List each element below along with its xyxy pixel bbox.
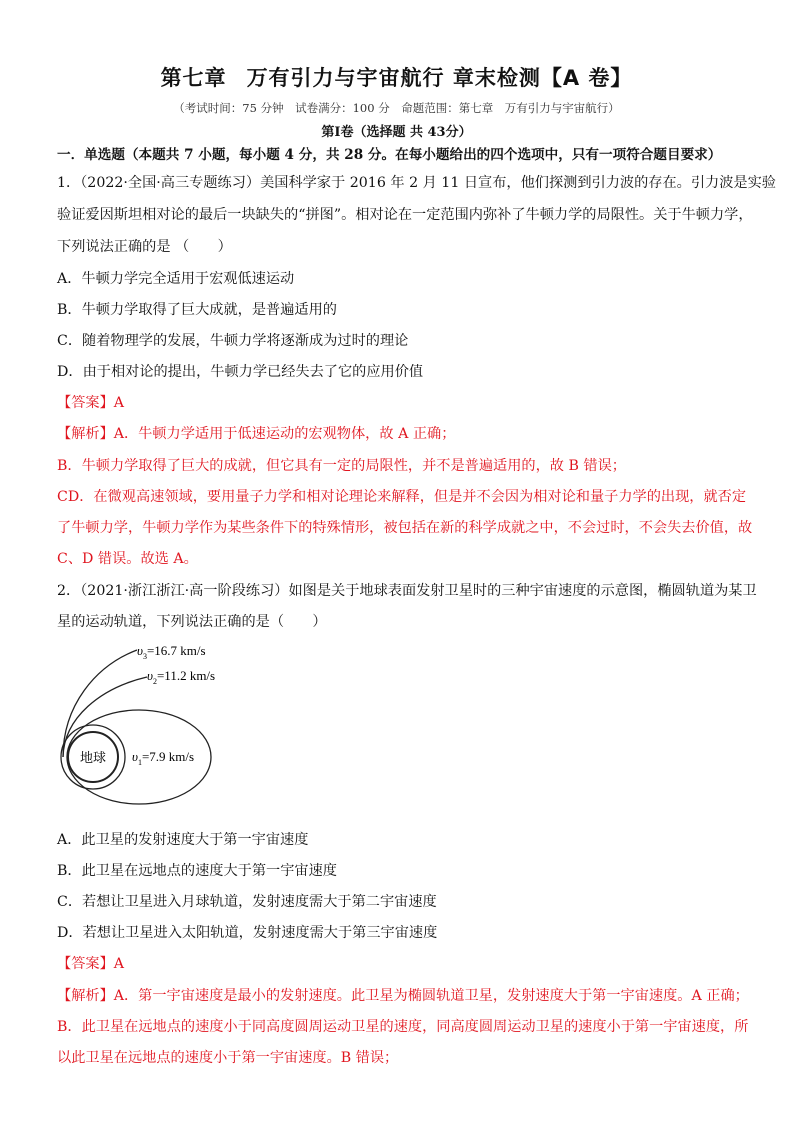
q2-option-d: D．若想让卫星进入太阳轨道，发射速度需大于第三宇宙速度: [57, 925, 438, 941]
q2-stem-line: 2．（2021·浙江浙江·高一阶段练习）如图是关于地球表面发射卫星时的三种宇宙速度的示意图，椭圆轨道为某卫: [57, 583, 757, 599]
q1-option-c: C．随着物理学的发展，牛顿力学将逐渐成为过时的理论: [57, 333, 409, 349]
q1-stem-line: 下列说法正确的是 （ ）: [57, 239, 232, 255]
q1-option-d: D．由于相对论的提出，牛顿力学已经失去了它的应用价值: [57, 364, 424, 380]
q2-answer: 【答案】A: [57, 956, 124, 972]
q2-analysis-line: 以此卫星在远地点的速度小于第一宇宙速度。B 错误；: [57, 1050, 399, 1066]
title-chapter: 第七章: [160, 66, 227, 90]
exam-info: （考试时间：75 分钟 试卷满分：100 分 命题范围：第七章 万有引力与宇宙航行）: [173, 101, 620, 115]
part-heading: 一．单选题（本题共 7 小题，每小题 4 分，共 28 分。在每小题给出的四个选项中，只有一项符合题目要求）: [57, 147, 722, 163]
q2-option-b: B．此卫星在远地点的速度大于第一宇宙速度: [57, 863, 337, 879]
section-title: 第Ⅰ卷（选择题 共 43分）: [321, 125, 472, 140]
v3-label: $\upsilon_3=16.7$ km/s: [137, 643, 206, 661]
q1-analysis-line: 了牛顿力学，牛顿力学作为某些条件下的特殊情形，被包括在新的科学成就之中，不会过时，不会失去价值，故: [57, 520, 753, 536]
q1-analysis-line: B．牛顿力学取得了巨大的成就，但它具有一定的局限性，并不是普遍适用的，故 B 错误；: [57, 458, 626, 474]
q2-option-c: C．若想让卫星进入月球轨道，发射速度需大于第二宇宙速度: [57, 894, 437, 910]
page-title: [0, 62, 793, 92]
q2-analysis-line: B．此卫星在远地点的速度小于同高度圆周运动卫星的速度，同高度圆周运动卫星的速度小于第一宇宙速度，所: [57, 1019, 749, 1035]
v1-label: $\upsilon_1=7.9$ km/s: [132, 749, 195, 767]
q1-analysis-line: C、D 错误。故选 A。: [57, 551, 198, 567]
q1-option-b: B．牛顿力学取得了巨大成就，是普遍适用的: [57, 302, 337, 318]
cosmic-velocity-diagram: [55, 636, 225, 806]
v2-label: $\upsilon_2=11.2$ km/s: [147, 668, 216, 686]
title-name: 万有引力与宇宙航行 章末检测【A 卷】: [246, 66, 633, 90]
q1-analysis-line: CD．在微观高速领域，要用量子力学和相对论理论来解释，但是并不会因为相对论和量子力学的出现，就否定: [57, 489, 747, 505]
q2-option-a: A．此卫星的发射速度大于第一宇宙速度: [57, 832, 309, 848]
earth-label: 地球: [79, 751, 107, 766]
q2-analysis-line: 【解析】A．第一宇宙速度是最小的发射速度。此卫星为椭圆轨道卫星，发射速度大于第一宇宙速度。A 正确；: [57, 988, 749, 1004]
q1-answer: 【答案】A: [57, 395, 124, 411]
q1-stem-line: 1．（2022·全国·高三专题练习）美国科学家于 2016 年 2 月 11 日宣布，他们探测到引力波的存在。引力波是实验: [57, 175, 776, 191]
q1-option-a: A．牛顿力学完全适用于宏观低速运动: [57, 271, 295, 287]
q1-stem-line: 验证爱因斯坦相对论的最后一块缺失的“拼图”。相对论在一定范围内弥补了牛顿力学的局限性。关于牛顿力学，: [57, 207, 753, 223]
q1-analysis-line: 【解析】A．牛顿力学适用于低速运动的宏观物体，故 A 正确；: [57, 426, 456, 442]
q2-stem-line: 星的运动轨道，下列说法正确的是（ ）: [57, 614, 327, 630]
